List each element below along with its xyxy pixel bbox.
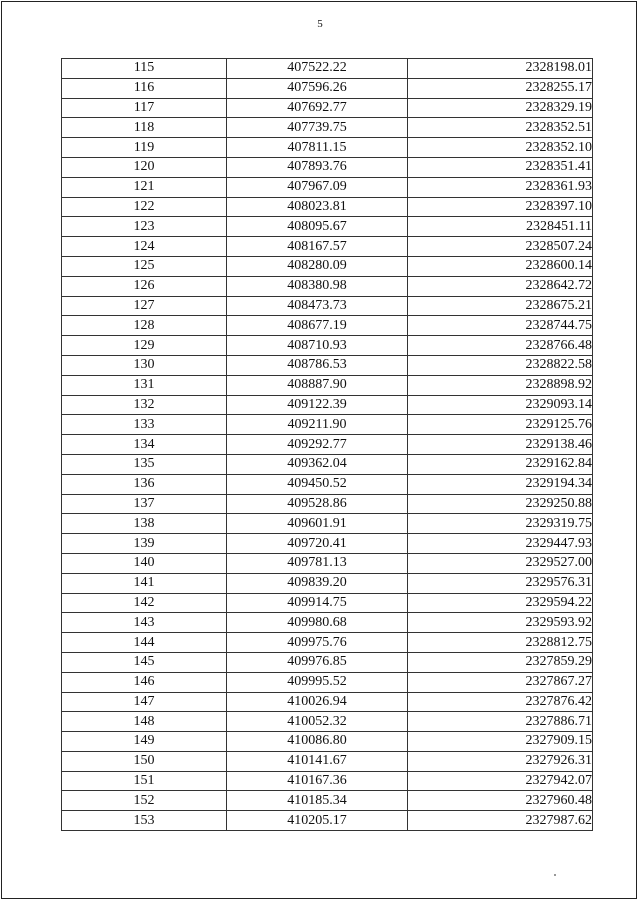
table-row	[62, 534, 593, 554]
y-coordinate-cell: 2328397.10	[408, 197, 593, 217]
y-coordinate-cell: 2327960.48	[408, 791, 593, 811]
y-coordinate-cell: 2328766.48	[408, 336, 593, 356]
table-row	[62, 375, 593, 395]
x-coordinate-cell: 409450.52	[227, 474, 408, 494]
y-coordinate-cell: 2329593.92	[408, 613, 593, 633]
y-coordinate-cell: 2329594.22	[408, 593, 593, 613]
table-row	[62, 336, 593, 356]
x-coordinate-cell: 410141.67	[227, 751, 408, 771]
y-coordinate-cell: 2329194.34	[408, 474, 593, 494]
table-row	[62, 395, 593, 415]
table-row	[62, 633, 593, 653]
table-row	[62, 217, 593, 237]
point-number-cell: 116	[62, 78, 227, 98]
x-coordinate-cell: 407596.26	[227, 78, 408, 98]
x-coordinate-cell: 409976.85	[227, 652, 408, 672]
scan-speck	[554, 874, 556, 876]
point-number-cell: 148	[62, 712, 227, 732]
x-coordinate-cell: 408280.09	[227, 256, 408, 276]
point-number-cell: 117	[62, 98, 227, 118]
point-number-cell: 131	[62, 375, 227, 395]
table-row	[62, 256, 593, 276]
x-coordinate-cell: 408710.93	[227, 336, 408, 356]
y-coordinate-cell: 2328361.93	[408, 177, 593, 197]
x-coordinate-cell: 408786.53	[227, 355, 408, 375]
coordinate-table	[61, 58, 593, 831]
point-number-cell: 147	[62, 692, 227, 712]
point-number-cell: 128	[62, 316, 227, 336]
table-row	[62, 732, 593, 752]
y-coordinate-cell: 2329576.31	[408, 573, 593, 593]
x-coordinate-cell: 408677.19	[227, 316, 408, 336]
table-row	[62, 751, 593, 771]
point-number-cell: 119	[62, 138, 227, 158]
y-coordinate-cell: 2329319.75	[408, 514, 593, 534]
x-coordinate-cell: 409601.91	[227, 514, 408, 534]
y-coordinate-cell: 2328822.58	[408, 355, 593, 375]
y-coordinate-cell: 2327859.29	[408, 652, 593, 672]
y-coordinate-cell: 2328642.72	[408, 276, 593, 296]
point-number-cell: 118	[62, 118, 227, 138]
table-row	[62, 652, 593, 672]
point-number-cell: 138	[62, 514, 227, 534]
x-coordinate-cell: 409211.90	[227, 415, 408, 435]
y-coordinate-cell: 2329447.93	[408, 534, 593, 554]
x-coordinate-cell: 407522.22	[227, 59, 408, 79]
point-number-cell: 127	[62, 296, 227, 316]
y-coordinate-cell: 2328600.14	[408, 256, 593, 276]
x-coordinate-cell: 410052.32	[227, 712, 408, 732]
table-row	[62, 138, 593, 158]
table-row	[62, 771, 593, 791]
point-number-cell: 137	[62, 494, 227, 514]
x-coordinate-cell: 407893.76	[227, 157, 408, 177]
x-coordinate-cell: 409995.52	[227, 672, 408, 692]
x-coordinate-cell: 409914.75	[227, 593, 408, 613]
y-coordinate-cell: 2328812.75	[408, 633, 593, 653]
x-coordinate-cell: 408887.90	[227, 375, 408, 395]
y-coordinate-cell: 2329125.76	[408, 415, 593, 435]
x-coordinate-cell: 410185.34	[227, 791, 408, 811]
y-coordinate-cell: 2327886.71	[408, 712, 593, 732]
table-row	[62, 712, 593, 732]
point-number-cell: 146	[62, 672, 227, 692]
x-coordinate-cell: 409528.86	[227, 494, 408, 514]
x-coordinate-cell: 409292.77	[227, 435, 408, 455]
point-number-cell: 123	[62, 217, 227, 237]
y-coordinate-cell: 2328744.75	[408, 316, 593, 336]
y-coordinate-cell: 2327867.27	[408, 672, 593, 692]
x-coordinate-cell: 409720.41	[227, 534, 408, 554]
x-coordinate-cell: 407692.77	[227, 98, 408, 118]
y-coordinate-cell: 2328352.51	[408, 118, 593, 138]
y-coordinate-cell: 2328451.11	[408, 217, 593, 237]
x-coordinate-cell: 409980.68	[227, 613, 408, 633]
x-coordinate-cell: 410205.17	[227, 811, 408, 831]
table-row	[62, 692, 593, 712]
table-row	[62, 435, 593, 455]
x-coordinate-cell: 408473.73	[227, 296, 408, 316]
point-number-cell: 132	[62, 395, 227, 415]
x-coordinate-cell: 407739.75	[227, 118, 408, 138]
table-row	[62, 197, 593, 217]
y-coordinate-cell: 2328329.19	[408, 98, 593, 118]
y-coordinate-cell: 2327926.31	[408, 751, 593, 771]
point-number-cell: 143	[62, 613, 227, 633]
x-coordinate-cell: 408023.81	[227, 197, 408, 217]
y-coordinate-cell: 2327942.07	[408, 771, 593, 791]
point-number-cell: 124	[62, 237, 227, 257]
point-number-cell: 153	[62, 811, 227, 831]
table-row	[62, 59, 593, 79]
x-coordinate-cell: 410026.94	[227, 692, 408, 712]
table-row	[62, 276, 593, 296]
x-coordinate-cell: 409839.20	[227, 573, 408, 593]
y-coordinate-cell: 2328507.24	[408, 237, 593, 257]
point-number-cell: 150	[62, 751, 227, 771]
x-coordinate-cell: 410167.36	[227, 771, 408, 791]
y-coordinate-cell: 2328352.10	[408, 138, 593, 158]
table-row	[62, 494, 593, 514]
x-coordinate-cell: 408167.57	[227, 237, 408, 257]
table-row	[62, 355, 593, 375]
point-number-cell: 125	[62, 256, 227, 276]
y-coordinate-cell: 2327909.15	[408, 732, 593, 752]
point-number-cell: 133	[62, 415, 227, 435]
y-coordinate-cell: 2329093.14	[408, 395, 593, 415]
point-number-cell: 152	[62, 791, 227, 811]
point-number-cell: 121	[62, 177, 227, 197]
page-number: 5	[317, 18, 323, 30]
point-number-cell: 149	[62, 732, 227, 752]
table-row	[62, 514, 593, 534]
point-number-cell: 142	[62, 593, 227, 613]
point-number-cell: 122	[62, 197, 227, 217]
y-coordinate-cell: 2328351.41	[408, 157, 593, 177]
x-coordinate-cell: 408380.98	[227, 276, 408, 296]
point-number-cell: 134	[62, 435, 227, 455]
table-row	[62, 573, 593, 593]
point-number-cell: 136	[62, 474, 227, 494]
table-row	[62, 791, 593, 811]
table-row	[62, 237, 593, 257]
table-row	[62, 553, 593, 573]
table-row	[62, 98, 593, 118]
point-number-cell: 120	[62, 157, 227, 177]
y-coordinate-cell: 2328898.92	[408, 375, 593, 395]
x-coordinate-cell: 409975.76	[227, 633, 408, 653]
y-coordinate-cell: 2327876.42	[408, 692, 593, 712]
table-row	[62, 316, 593, 336]
x-coordinate-cell: 410086.80	[227, 732, 408, 752]
point-number-cell: 140	[62, 553, 227, 573]
y-coordinate-cell: 2328198.01	[408, 59, 593, 79]
table-row	[62, 78, 593, 98]
table-row	[62, 474, 593, 494]
x-coordinate-cell: 407811.15	[227, 138, 408, 158]
table-row	[62, 118, 593, 138]
x-coordinate-cell: 408095.67	[227, 217, 408, 237]
point-number-cell: 130	[62, 355, 227, 375]
y-coordinate-cell: 2329162.84	[408, 454, 593, 474]
point-number-cell: 141	[62, 573, 227, 593]
y-coordinate-cell: 2329527.00	[408, 553, 593, 573]
x-coordinate-cell: 407967.09	[227, 177, 408, 197]
point-number-cell: 135	[62, 454, 227, 474]
table-row	[62, 296, 593, 316]
point-number-cell: 139	[62, 534, 227, 554]
point-number-cell: 115	[62, 59, 227, 79]
point-number-cell: 151	[62, 771, 227, 791]
table-row	[62, 157, 593, 177]
point-number-cell: 145	[62, 652, 227, 672]
y-coordinate-cell: 2328675.21	[408, 296, 593, 316]
point-number-cell: 144	[62, 633, 227, 653]
table-row	[62, 415, 593, 435]
table-row	[62, 593, 593, 613]
y-coordinate-cell: 2328255.17	[408, 78, 593, 98]
y-coordinate-cell: 2329250.88	[408, 494, 593, 514]
y-coordinate-cell: 2329138.46	[408, 435, 593, 455]
table-row	[62, 672, 593, 692]
point-number-cell: 126	[62, 276, 227, 296]
y-coordinate-cell: 2327987.62	[408, 811, 593, 831]
table-row	[62, 454, 593, 474]
table-row	[62, 811, 593, 831]
x-coordinate-cell: 409362.04	[227, 454, 408, 474]
x-coordinate-cell: 409122.39	[227, 395, 408, 415]
coordinate-table-body	[62, 59, 593, 831]
table-row	[62, 177, 593, 197]
x-coordinate-cell: 409781.13	[227, 553, 408, 573]
point-number-cell: 129	[62, 336, 227, 356]
table-row	[62, 613, 593, 633]
